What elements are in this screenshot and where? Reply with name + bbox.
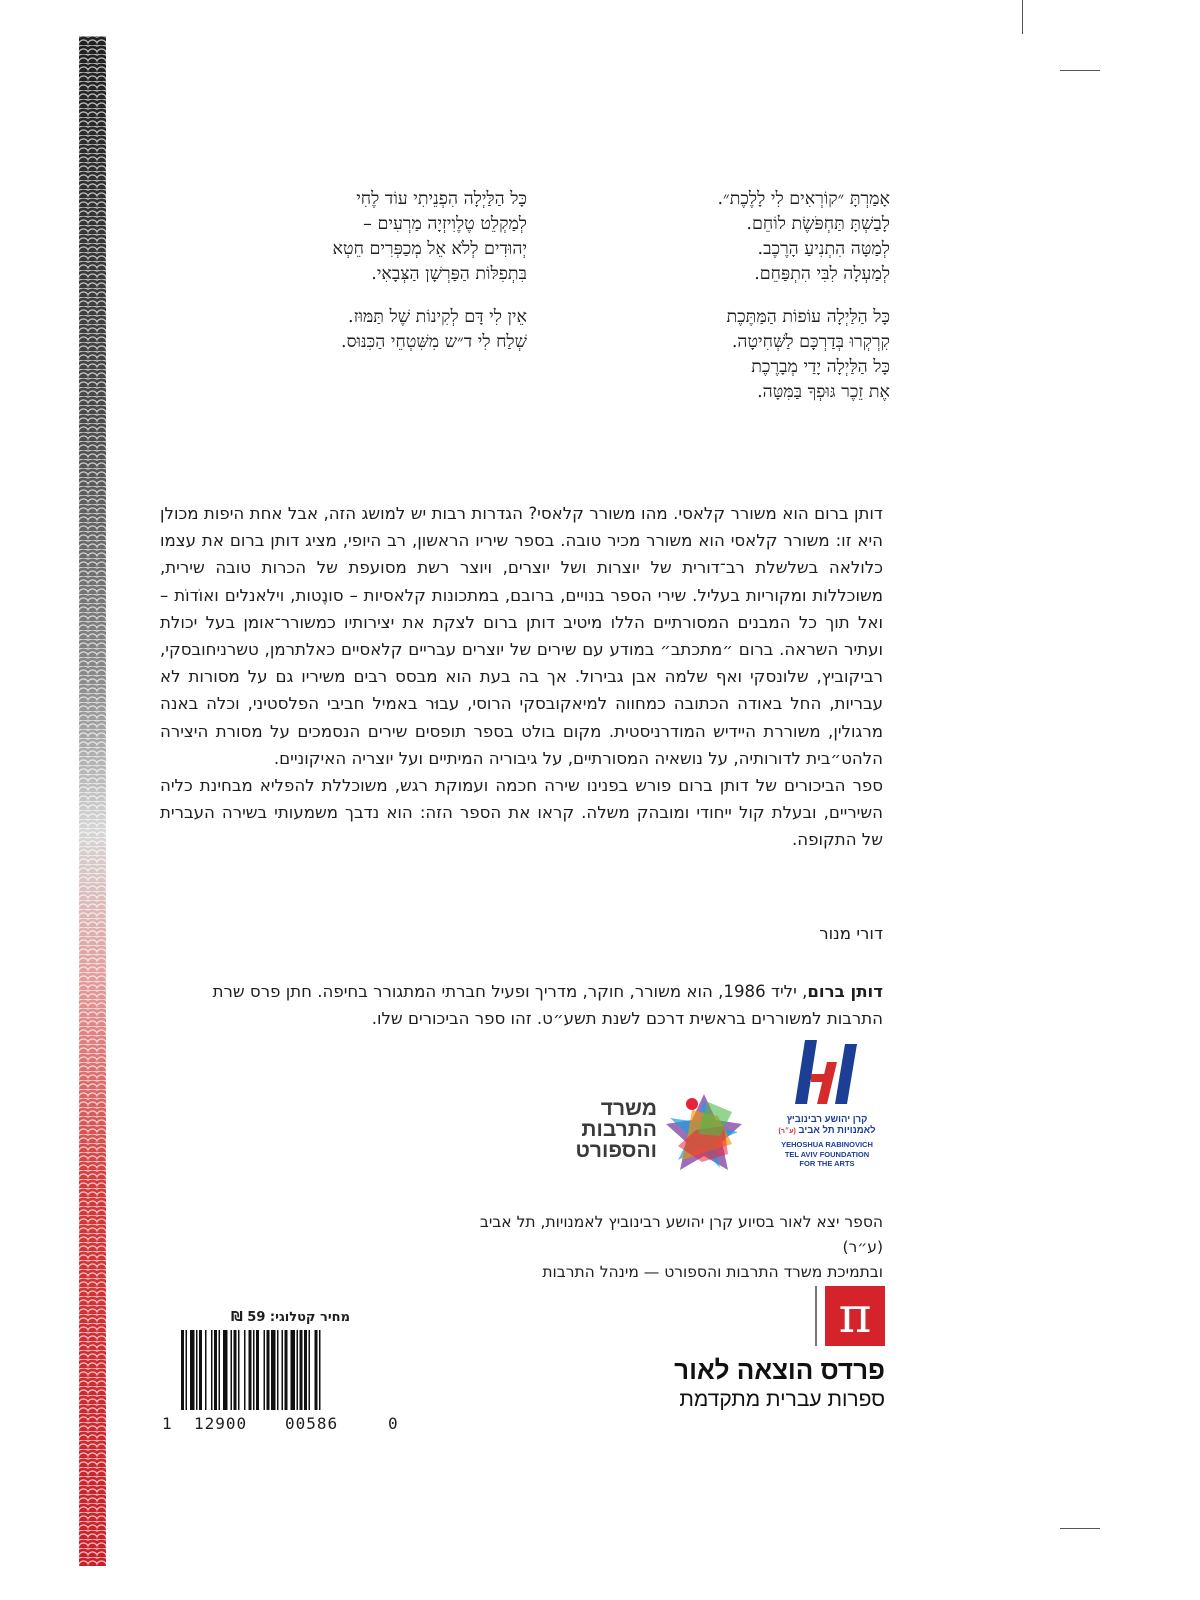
barcode-bar: [304, 1330, 307, 1410]
barcode-bar: [315, 1330, 318, 1410]
barcode-bar: [271, 1330, 276, 1410]
catalog-price: מחיר קטלוגי: 59 ₪: [231, 1310, 350, 1325]
barcode-bar: [196, 1330, 198, 1410]
support-line: ובתמיכת משרד התרבות והספורט — מינהל התרבות: [542, 1263, 883, 1281]
barcode-bar: [300, 1330, 303, 1410]
barcode-bar: [205, 1330, 207, 1410]
barcode-bar: [309, 1330, 311, 1410]
barcode-bar: [264, 1330, 266, 1410]
publisher-divider: [815, 1286, 817, 1346]
poem-line: כָּל הַלַּיְלָה יָדַי מְבָרֶכֶת: [751, 357, 890, 377]
poem-stanza: [182, 305, 527, 355]
foundation-name-line: לאמנויות תל אביב (ע״ר): [778, 1125, 876, 1136]
barcode-bar: [199, 1330, 202, 1410]
poem-line: יְהוּדִים לְלֹא אֵל מְכַפְּרִים חֵטְא: [332, 239, 527, 259]
barcode-bar: [231, 1330, 233, 1410]
poem-line: בִּתְפִלּוֹת הַפַּרְשָׁן הַצְּבָאִי.: [371, 264, 527, 284]
barcode-bar: [186, 1330, 188, 1410]
foundation-name-line: קרן יהושע רבינוביץ: [786, 1114, 868, 1125]
barcode-bar: [214, 1330, 217, 1410]
blurb-signature: דורי מנור: [819, 924, 883, 943]
foundation-name-hebrew: [768, 1114, 886, 1137]
barcode-digit-group: 12900: [194, 1414, 248, 1433]
ministry-name-line: התרבות: [581, 1118, 657, 1141]
crop-mark-top: [1022, 0, 1023, 34]
support-line: הספר יצא לאור בסיוע קרן יהושע רבינוביץ לאמנויות, תל אביב (ע״ר): [479, 1213, 883, 1256]
barcode-bar: [223, 1330, 228, 1410]
barcode-digit: 1: [162, 1414, 172, 1433]
poem-line: אֵין לִי דָּם לְקִינוֹת שֶׁל תַּמּוּז.: [348, 307, 527, 327]
barcode-bar: [277, 1330, 279, 1410]
ministry-star-icon: [662, 1090, 746, 1174]
foundation-name-line: FOR THE ARTS: [799, 1159, 855, 1168]
barcode-digit: 0: [388, 1414, 398, 1433]
barcode-bar: [282, 1330, 284, 1410]
blurb-paragraph: דותן ברום הוא משורר קלאסי. מהו משורר קלאסי? הגדרות רבות יש למושג הזה, אבל אחת היפות מכולן היא זו: משורר קלאסי הוא משורר מכיר טובה. בספר שיריו הראשון, רב היופי, מציג דותן ברום את עצמו כלולאה בשלשלת רב־דורית של יוצרות ושל יוצרים, ויוצר רשת מסועפת של הכרות טובה שירית, משוכללות ומקוריות בעליל. שירי הספר בנויים, ברובם, במתכונות קלאסיות – סונֶטות, וילאנלים ואוֹדוֹת – ואל תוך כל המבנים המסורתיים הללו מיטיב דותן ברום לצקת את יצירותיו כמשורר־אומן בעל יכולת ועתיר השראה. ברום ״מתכתב״ במודע עם שירים של יוצרים עבריים קלאסיים כאלתרמן, טשרניחובסקי, רביקוביץ, שלונסקי ואף שלמה אבן גבירול. אך בה בעת הוא מבסס רבים משיריו גם על מסורות לא עבריות, החל באודה הכתובה כמחווה למיאקובסקי הרוסי, עבוּר באמיל חביבי הפלסטיני, וכלה באנה מרגולין, משוררת היידיש המודרניסטית. מקום בולט בספר תופסים שירים הנסמכים על מסורת היצירה הלהט״בית לדורותיה, על נושאיה המסורתיים, על גיבוריה המיתיים ועל יוצריה האיקוניים.: [160, 504, 883, 768]
foundation-name-line: YEHOSHUA RABINOVICH: [781, 1140, 873, 1149]
publisher-name: פרדס הוצאה לאור: [674, 1355, 885, 1385]
poem-right-column: [545, 187, 890, 423]
blurb: [160, 500, 883, 854]
barcode: [181, 1330, 363, 1410]
barcode-bar: [249, 1330, 252, 1410]
barcode-bar: [219, 1330, 221, 1410]
ministry-name-line: משרד: [600, 1097, 657, 1120]
barcode-bar: [234, 1330, 237, 1410]
ministry-name: [560, 1098, 657, 1161]
barcode-bar: [297, 1330, 299, 1410]
barcode-bar: [244, 1330, 246, 1410]
poem-left-column: [182, 187, 527, 373]
poem-line: לְמַעְלָה לִבִּי הִתְפַּחֵם.: [754, 264, 890, 284]
spine-pattern: [79, 36, 106, 1566]
support-credits: [440, 1210, 883, 1285]
foundation-name-line: TEL AVIV FOUNDATION: [784, 1149, 870, 1159]
barcode-bar: [285, 1330, 288, 1410]
poem-line: שְׁלַח לִי ד״ש מִשִּׁטְחֵי הַכִּנּוּס.: [341, 332, 527, 352]
pi-icon: π: [825, 1286, 885, 1346]
poem-line: אָמַרְתָּ ״קוֹרְאִים לִי לָלֶכֶת״.: [717, 189, 890, 209]
barcode-bar: [253, 1330, 255, 1410]
poem-line: אֶת זֵכֶר גּוּפְךָ בַּמִּטָּה.: [757, 382, 890, 402]
barcode-bar: [181, 1330, 184, 1410]
poem-line: לָבַשְׁתָּ תַּחְפֹּשֶׂת לוֹחֵם.: [746, 214, 890, 234]
author-bio: [160, 978, 883, 1032]
blurb-paragraph: ספר הביכורים של דותן ברום פורש בפנינו שירה חכמה ועמוקת רגש, משוכללת להפליא מבחינת כליה השיריים, ובעלת קול ייחודי ומובהק משלה. קראו את הספר הזה: הוא נדבך משמעותי בשירה העברית של התקופה.: [160, 776, 883, 850]
barcode-digit-group: 00586: [285, 1414, 339, 1433]
barcode-bar: [190, 1330, 195, 1410]
author-bio-text: , יליד 1986, הוא משורר, חוקר, מדריך ופעיל חברתי המתגורר בחיפה. חתן פרס שרת התרבות למשוררים בראשית דרכם לשנת תשע״ט. זהו ספר הביכורים שלו.: [212, 982, 883, 1028]
barcode-bar: [267, 1330, 270, 1410]
poem-stanza: [545, 305, 890, 405]
poem-line: לְמַקְלֵט טֶלֶוִיזְיָה מַרְעִים –: [363, 214, 527, 234]
poem-stanza: [182, 187, 527, 287]
foundation-mark-icon: [787, 1034, 865, 1106]
ministry-name-line: והספורט: [575, 1139, 657, 1162]
foundation-name-english: [768, 1140, 886, 1169]
crop-mark-right-lower: [1060, 1528, 1100, 1529]
barcode-bar: [291, 1330, 296, 1410]
poem-line: כָּל הַלַּיְלָה הִפְנֵיתִי עוֹד לֶחִי: [356, 189, 527, 209]
poem-line: כָּל הַלַּיְלָה עוֹפוֹת הַמַּתֶּכֶת: [726, 307, 890, 327]
barcode-bar: [211, 1330, 213, 1410]
barcode-bar: [256, 1330, 259, 1410]
crop-mark-right-upper: [1060, 70, 1100, 71]
author-name: דותן ברום: [807, 982, 883, 1001]
poem-line: קִרְקְרוּ בְּדַרְכָּם לַשְּׁחִיטָה.: [731, 332, 890, 352]
poem-stanza: [545, 187, 890, 287]
publisher-tagline: ספרות עברית מתקדמת: [679, 1388, 885, 1411]
barcode-bar: [319, 1330, 321, 1410]
barcode-bar: [238, 1330, 240, 1410]
poem-line: לְמַטָּה הִתְנִיעַ הָרֶכֶב.: [757, 239, 890, 259]
